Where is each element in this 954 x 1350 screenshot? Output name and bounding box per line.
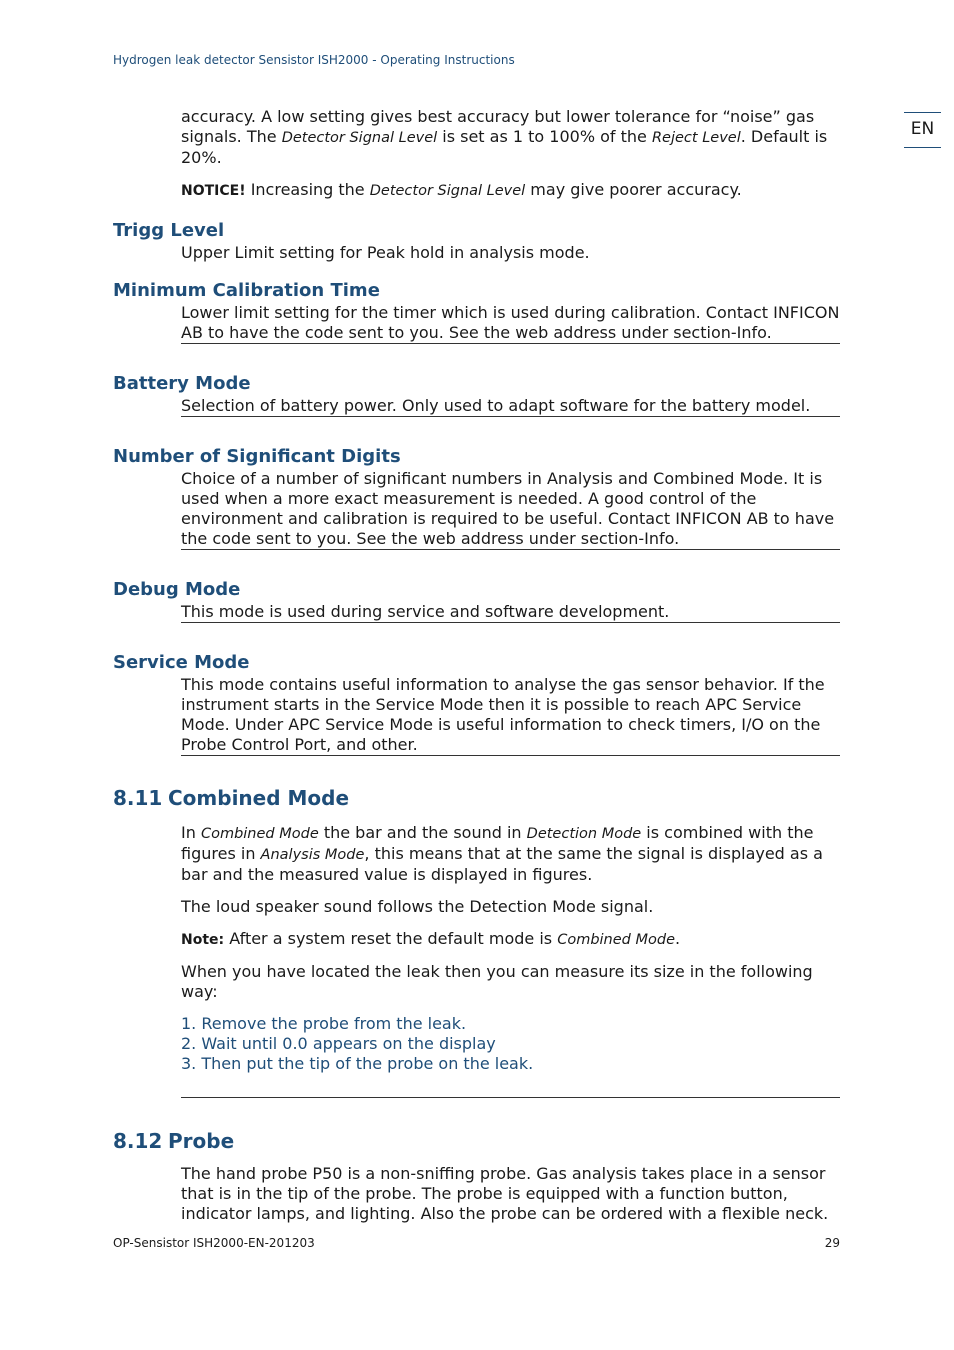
combined-mode-body [181, 823, 840, 1098]
footer-document-id: OP-Sensistor ISH2000-EN-201203 [113, 1236, 315, 1250]
text-run: accuracy. A low setting gives best accuracy but lower tolerance for “noise” gas signals. The [181, 107, 815, 146]
section-body-battery-mode [181, 396, 840, 417]
text-run: After a system reset the default mode is [224, 929, 558, 948]
section-text: This mode contains useful information to analyse the gas sensor behavior. If the instrument starts in the Service Mode then it is possible to reach APC Service Mode. Under APC Service Mode is useful information to check timers, I/O on the Probe Control Port, and other. [181, 675, 825, 754]
chapter-heading-probe [113, 1128, 843, 1154]
measurement-steps-list [181, 1014, 840, 1098]
section-body-trigg-level [181, 243, 840, 263]
speaker-paragraph: The loud speaker sound follows the Detection Mode signal. [181, 897, 654, 916]
text-run: is set as 1 to 100% of the [437, 127, 652, 146]
section-body-significant-digits [181, 469, 840, 550]
section-heading-debug-mode: Debug Mode [113, 579, 241, 600]
term-combined-mode: Combined Mode [557, 932, 675, 948]
list-item: 2. Wait until 0.0 appears on the display [181, 1034, 496, 1053]
section-text: Lower limit setting for the timer which is used during calibration. Contact INFICON AB to have the code sent to you. See the web address under section-Info. [181, 303, 840, 342]
section-heading-battery-mode: Battery Mode [113, 373, 251, 394]
chapter-heading-combined-mode [113, 785, 843, 811]
term-detector-signal-level: Detector Signal Level [281, 130, 438, 146]
running-header: Hydrogen leak detector Sensistor ISH2000 - Operating Instructions [113, 53, 515, 67]
intro-block [181, 107, 840, 201]
term-detector-signal-level: Detector Signal Level [369, 183, 526, 199]
section-heading-min-calibration-time: Minimum Calibration Time [113, 280, 380, 301]
measure-intro-paragraph: When you have located the leak then you can measure its size in the following way: [181, 962, 813, 1001]
notice-paragraph [181, 180, 840, 201]
section-text: Upper Limit setting for Peak hold in analysis mode. [181, 243, 590, 262]
section-heading-significant-digits: Number of Significant Digits [113, 446, 401, 467]
chapter-number: 8.11 [113, 786, 163, 810]
note-paragraph [181, 929, 840, 950]
text-run: . [675, 929, 681, 948]
section-text: Selection of battery power. Only used to adapt software for the battery model. [181, 396, 811, 415]
term-detection-mode: Detection Mode [526, 826, 642, 842]
section-text: This mode is used during service and software development. [181, 602, 670, 621]
text-run: In [181, 823, 201, 842]
list-item: 1. Remove the probe from the leak. [181, 1014, 467, 1033]
section-heading-trigg-level: Trigg Level [113, 220, 225, 241]
section-body-debug-mode [181, 602, 840, 623]
language-tab: EN [904, 112, 941, 148]
text-run: Increasing the [245, 180, 370, 199]
term-analysis-mode: Analysis Mode [260, 847, 365, 863]
term-combined-mode: Combined Mode [200, 826, 319, 842]
chapter-title: Combined Mode [168, 786, 350, 810]
page-body [113, 107, 843, 1224]
page-number: 29 [824, 1236, 840, 1250]
section-text: Choice of a number of significant numbers in Analysis and Combined Mode. It is used when a more exact measurement is needed. A good control of the environment and calibration is required to be useful. Contact INFICON AB to have the code sent to you. See the web address under section-Info. [181, 469, 835, 548]
section-body-min-calibration-time [181, 303, 840, 344]
note-label: Note: [181, 932, 225, 948]
notice-label: NOTICE! [181, 183, 246, 199]
section-text: The hand probe P50 is a non-sniffing probe. Gas analysis takes place in a sensor that is in the tip of the probe. The probe is equipped with a function button, indicator lamps, and lighting. Also the probe can be ordered with a flexible neck. [181, 1164, 829, 1223]
list-item: 3. Then put the tip of the probe on the leak. [181, 1054, 534, 1073]
chapter-number: 8.12 [113, 1129, 163, 1153]
chapter-title: Probe [168, 1129, 235, 1153]
section-heading-service-mode: Service Mode [113, 652, 250, 673]
term-reject-level: Reject Level [651, 130, 741, 146]
intro-paragraph [181, 107, 840, 168]
text-run: the bar and the sound in [318, 823, 527, 842]
probe-body [181, 1164, 840, 1224]
text-run: , this means that at the same the signal is displayed as a bar and the measured value is displayed in figures. [181, 844, 823, 884]
text-run: is combined with the figures in [181, 823, 814, 863]
text-run: may give poorer accuracy. [525, 180, 742, 199]
combined-intro-paragraph [181, 823, 840, 885]
text-run: . Default is 20%. [181, 127, 828, 167]
section-body-service-mode [181, 675, 840, 756]
